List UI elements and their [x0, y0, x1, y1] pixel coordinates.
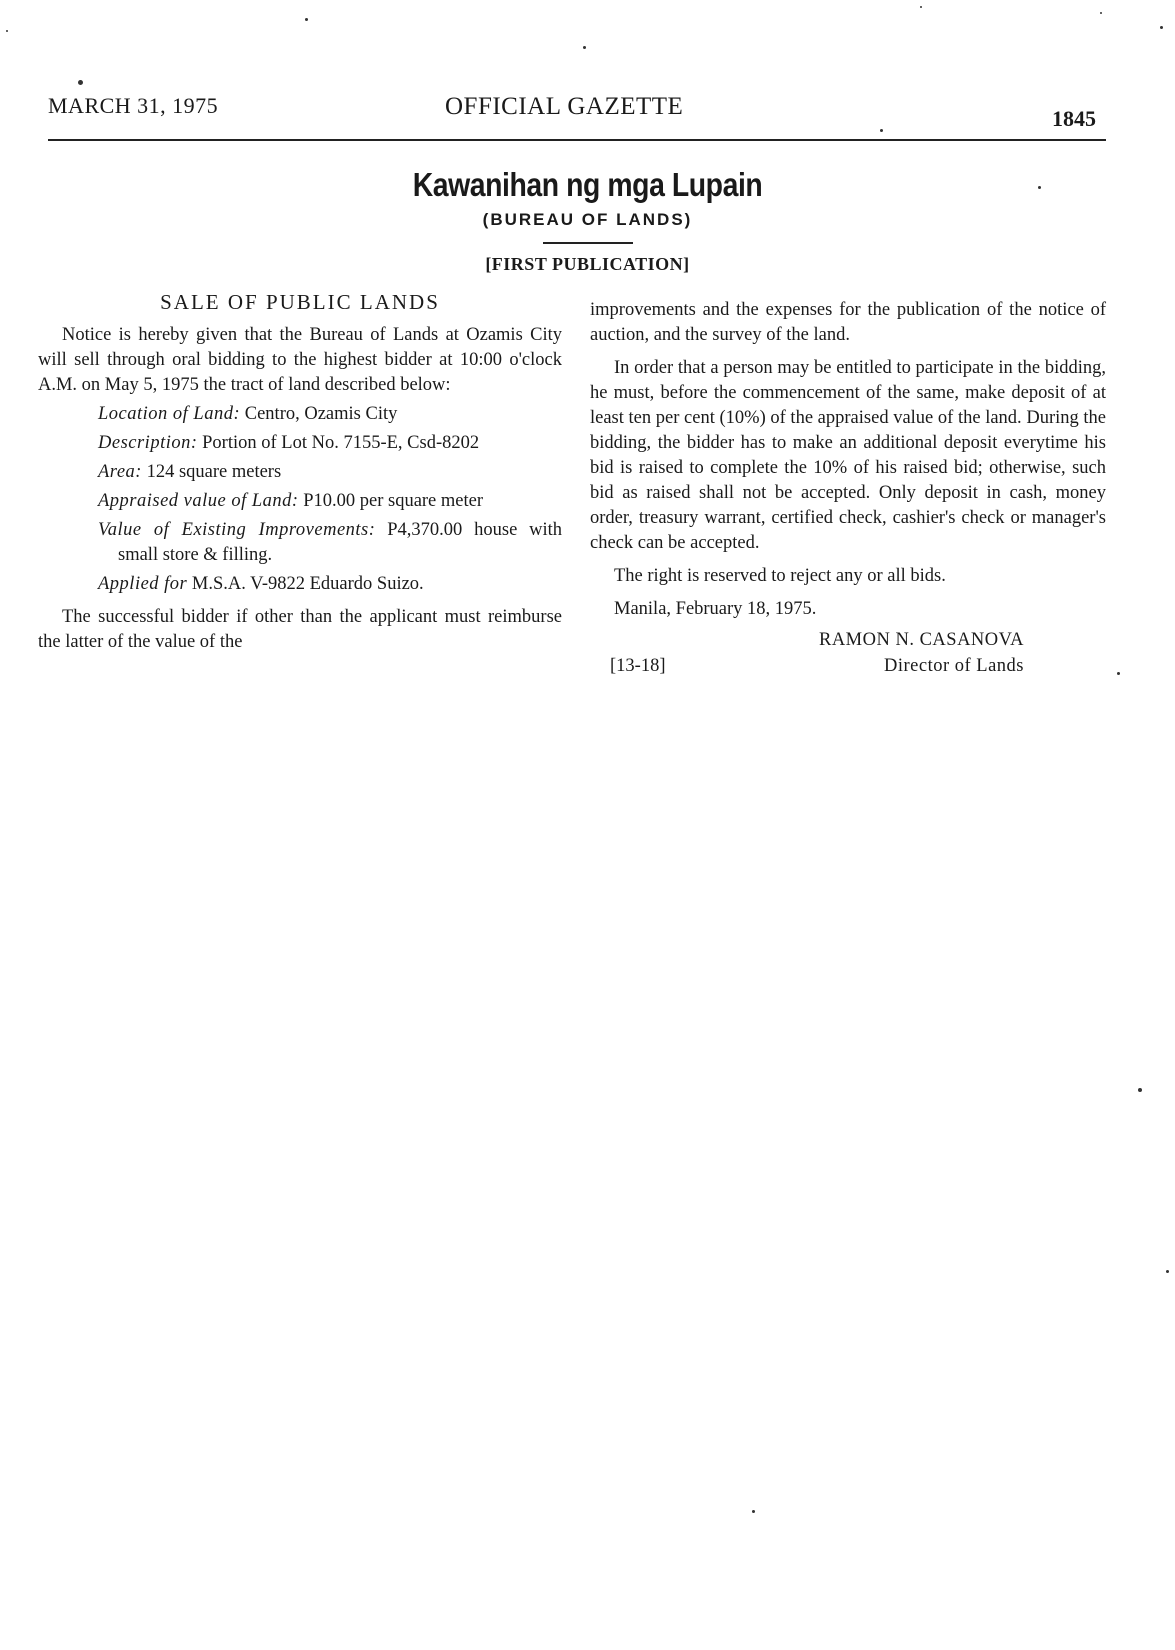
land-item-location — [38, 402, 562, 427]
notice-intro: Notice is hereby given that the Bureau of Lands at Ozamis City will sell through oral bidding to the highest bidder at 10:00 o'clock A.M. on May 5, 1975 the tract of land described below: — [38, 325, 562, 395]
item-value: 124 square meters — [146, 462, 282, 482]
item-value: Centro, Ozamis City — [244, 404, 398, 424]
issue-date: MARCH 31, 1975 — [48, 93, 219, 118]
section-heading: SALE OF PUBLIC LANDS — [160, 290, 440, 314]
publication-note: [FIRST PUBLICATION] — [485, 254, 690, 274]
scan-speck — [1038, 186, 1041, 189]
item-label: Applied for — [98, 574, 188, 594]
item-value: P10.00 per square meter — [303, 491, 484, 511]
scan-speck — [752, 1510, 755, 1513]
scan-speck — [1166, 1270, 1169, 1273]
agency-rule — [543, 242, 633, 244]
item-label: Appraised value of Land: — [98, 491, 299, 511]
right-column — [590, 298, 1106, 682]
scan-speck — [583, 46, 586, 49]
item-label: Description: — [98, 433, 198, 453]
reimburse-paragraph-start: The successful bidder if other than the applicant must reimburse the latter of the value of the — [38, 607, 562, 652]
scan-speck — [78, 80, 83, 85]
scan-speck — [920, 6, 922, 8]
scan-speck — [1100, 12, 1102, 14]
scan-speck — [305, 18, 308, 21]
item-value: Portion of Lot No. 7155-E, Csd-8202 — [202, 433, 480, 453]
page-number: 1845 — [1052, 106, 1096, 131]
place-date: Manila, February 18, 1975. — [614, 599, 817, 619]
scan-speck — [1160, 26, 1163, 29]
header-rule — [48, 139, 1106, 141]
publication-code: [13-18] — [610, 656, 666, 676]
land-item-improvements — [38, 518, 562, 568]
scan-speck — [1117, 672, 1120, 675]
item-label: Location of Land: — [98, 404, 241, 424]
item-label: Area: — [98, 462, 142, 482]
agency-name: Kawanihan ng mga Lupain — [412, 166, 763, 203]
publication-title: OFFICIAL GAZETTE — [445, 93, 684, 120]
land-item-area — [38, 460, 562, 485]
reservation-paragraph: The right is reserved to reject any or all bids. — [614, 566, 946, 586]
signature-block — [590, 628, 1106, 682]
land-item-description — [38, 431, 562, 456]
item-value: M.S.A. V-9822 Eduardo Suizo. — [191, 574, 424, 594]
signatory-title: Director of Lands — [883, 656, 1024, 676]
scan-speck — [6, 30, 8, 32]
scan-speck — [1138, 1088, 1142, 1092]
item-label: Value of Existing Improvements: — [98, 520, 376, 540]
land-item-applied-for — [38, 572, 562, 597]
scan-speck — [880, 129, 883, 132]
land-item-appraised-value — [38, 489, 562, 514]
reimburse-paragraph-end: improvements and the expenses for the publication of the notice of auction, and the survey of the land. — [590, 300, 1106, 345]
left-column — [38, 290, 562, 655]
signatory-name: RAMON N. CASANOVA — [818, 630, 1024, 650]
item-value: P4,370.00 house with small store & filling. — [118, 520, 563, 565]
agency-english-name: (BUREAU OF LANDS) — [482, 210, 693, 229]
deposit-paragraph: In order that a person may be entitled to participate in the bidding, he must, before the commencement of the same, make deposit of at least ten per cent (10%) of the appraised value of the land. During the bidding, the bidder has to make an additional deposit everytime his bid is raised to complete the 10% of his raised bid; otherwise, such bid as raised shall not be accepted. Only deposit in cash, money order, treasury warrant, certified check, cashier's check or manager's check can be accepted. — [590, 358, 1106, 553]
